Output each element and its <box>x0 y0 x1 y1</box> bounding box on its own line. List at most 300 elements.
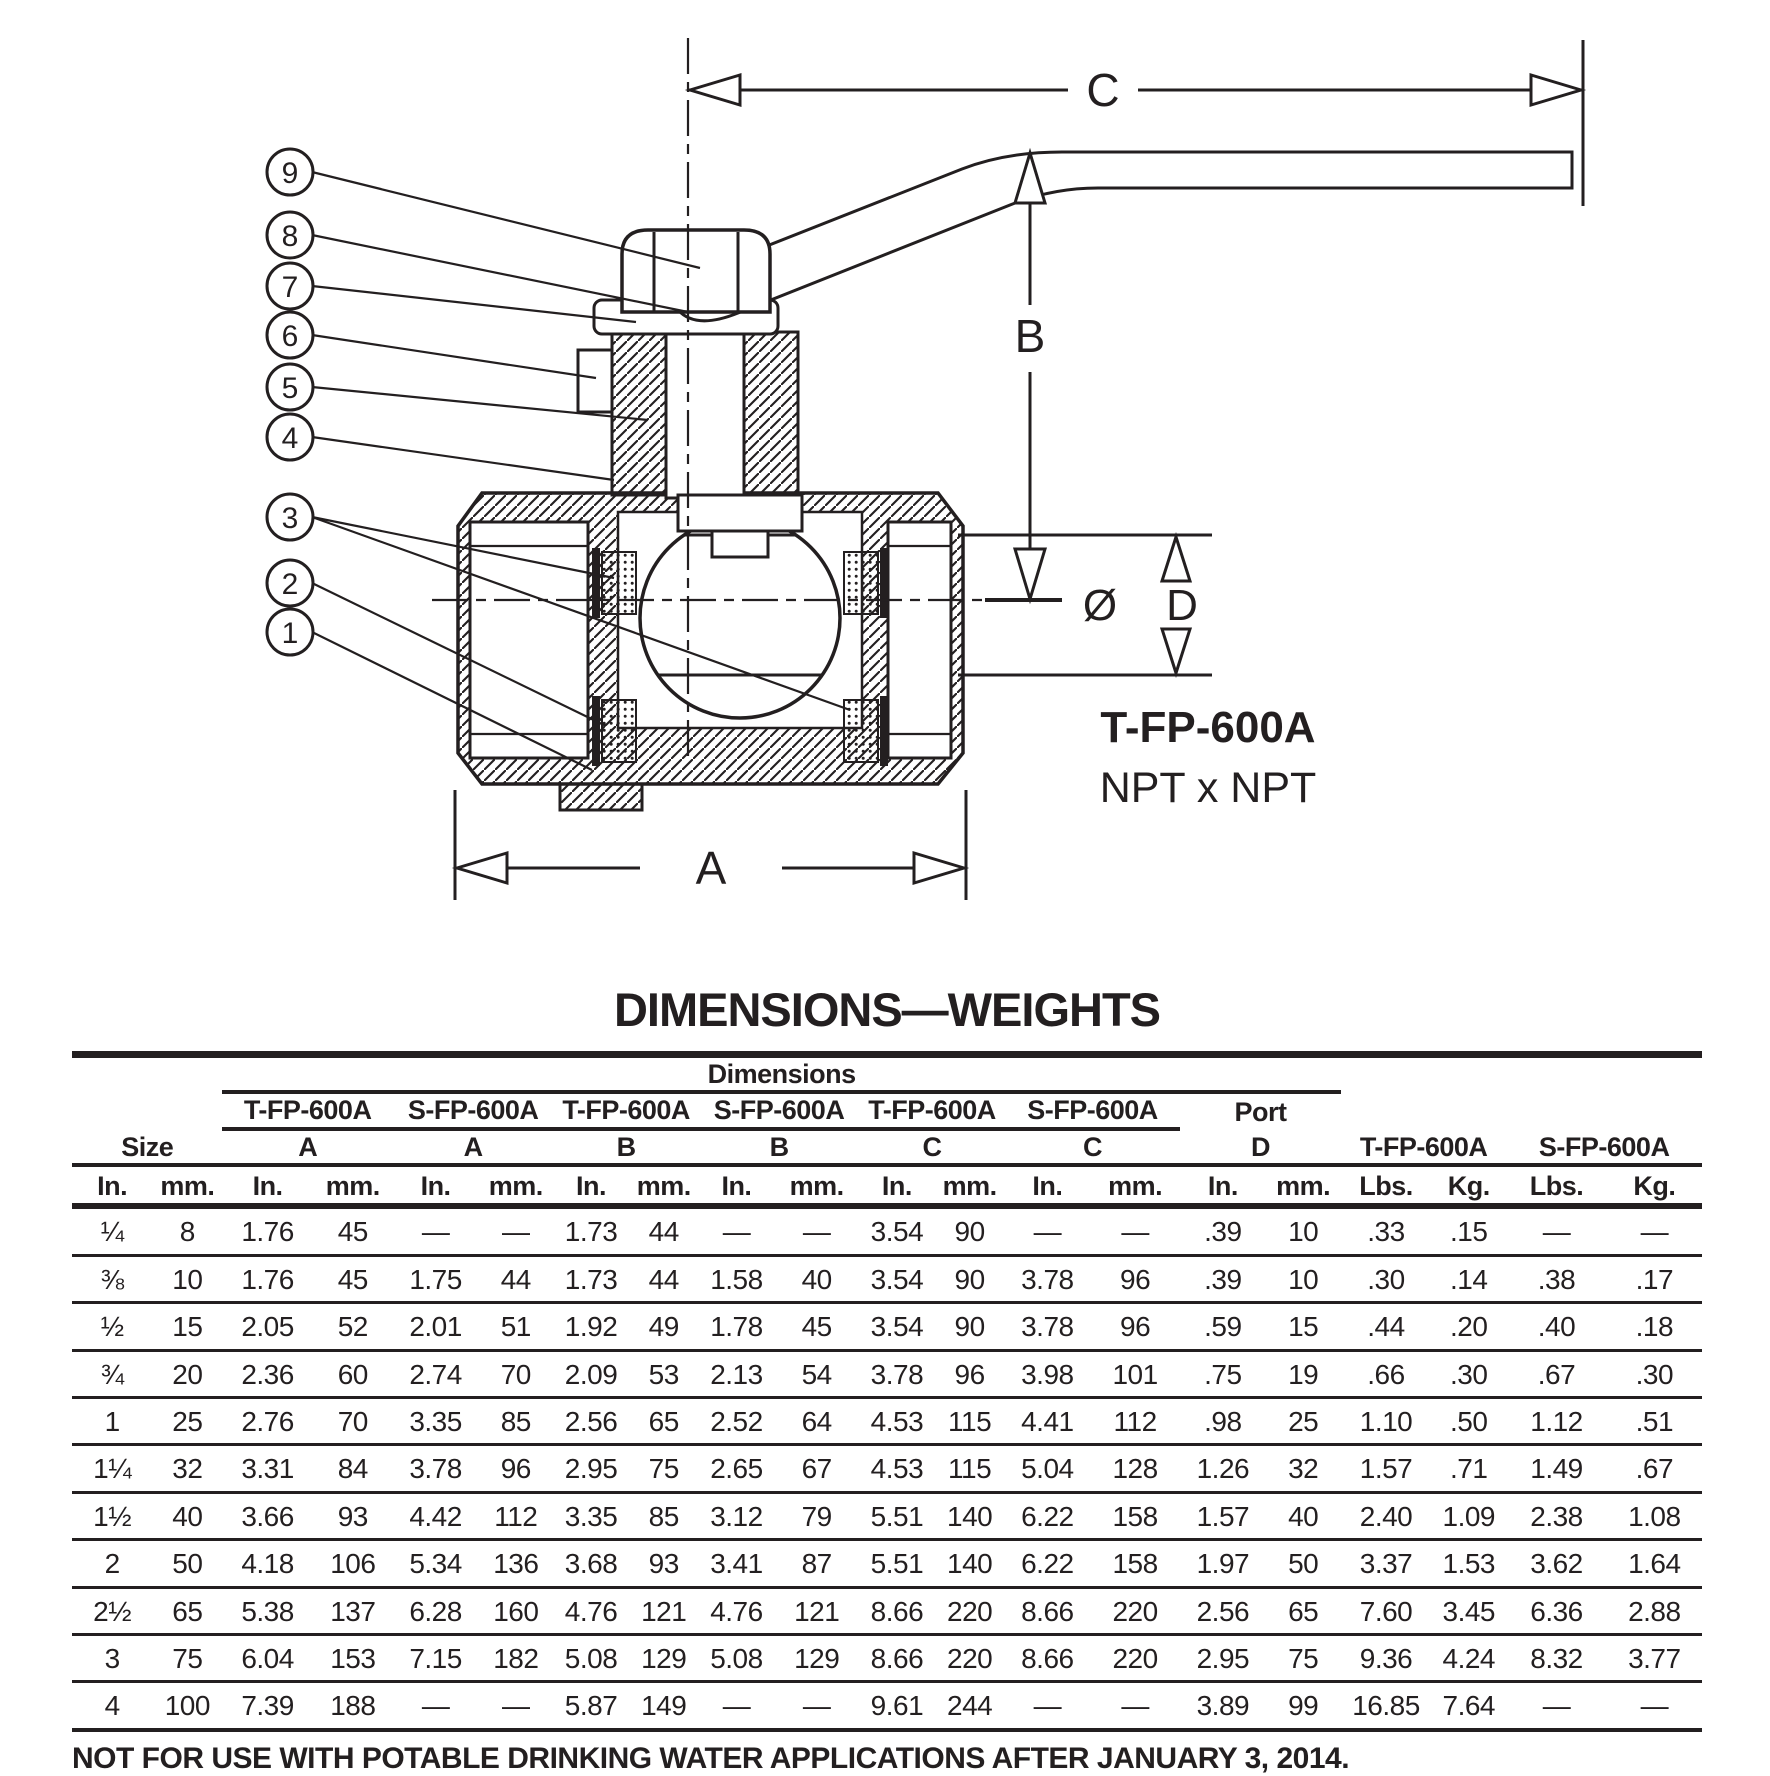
table-cell: 8.66 <box>1005 1587 1090 1634</box>
table-cell: 188 <box>313 1682 393 1730</box>
table-cell: 96 <box>935 1350 1005 1397</box>
table-cell: 121 <box>629 1587 699 1634</box>
unit-in: In. <box>859 1165 934 1206</box>
table-cell: 40 <box>1265 1492 1340 1539</box>
table-cell: 87 <box>774 1540 859 1587</box>
table-cell: 5.08 <box>553 1634 628 1681</box>
dim-letter: C <box>859 1129 1004 1165</box>
unit-mm: mm. <box>478 1165 553 1206</box>
table-cell: .75 <box>1180 1350 1265 1397</box>
table-cell: 1.75 <box>393 1255 478 1302</box>
table-cell: 129 <box>629 1634 699 1681</box>
units-row <box>72 1165 1702 1206</box>
model-row <box>72 1092 1702 1128</box>
dim-letter: C <box>1005 1129 1181 1165</box>
table-cell: 3.78 <box>1005 1255 1090 1302</box>
spacer-cell <box>72 1092 222 1128</box>
callout-4 <box>267 414 313 460</box>
unit-in: In. <box>553 1165 628 1206</box>
table-cell: 2.05 <box>222 1303 312 1350</box>
table-cell: 96 <box>478 1445 553 1492</box>
table-cell: 8.32 <box>1506 1634 1606 1681</box>
callout-8-number: 8 <box>281 220 299 253</box>
callout-2 <box>267 560 313 606</box>
table-cell: 6.04 <box>222 1634 312 1681</box>
unit-mm: mm. <box>774 1165 859 1206</box>
table-cell: 101 <box>1090 1350 1180 1397</box>
table-cell: 2.40 <box>1341 1492 1431 1539</box>
weight-group-model: S-FP-600A <box>1506 1129 1702 1165</box>
table-cell: — <box>1090 1206 1180 1255</box>
table-cell: .20 <box>1431 1303 1506 1350</box>
table-cell: 4.18 <box>222 1540 312 1587</box>
table-cell: 121 <box>774 1587 859 1634</box>
dim-letter: B <box>553 1129 698 1165</box>
table-cell: 3.54 <box>859 1206 934 1255</box>
table-cell: 100 <box>152 1682 222 1730</box>
table-cell: 153 <box>313 1634 393 1681</box>
table-cell: .51 <box>1607 1397 1702 1444</box>
table-cell: 3.78 <box>393 1445 478 1492</box>
table-cell: 2.52 <box>699 1397 774 1444</box>
table-cell: 96 <box>1090 1303 1180 1350</box>
table-cell: 25 <box>152 1397 222 1444</box>
table-cell: 8.66 <box>859 1634 934 1681</box>
table-cell: 3.98 <box>1005 1350 1090 1397</box>
table-cell: 3.54 <box>859 1255 934 1302</box>
table-cell: — <box>393 1206 478 1255</box>
table-cell: 1.78 <box>699 1303 774 1350</box>
table-cell: 1.49 <box>1506 1445 1606 1492</box>
table-cell: 4.53 <box>859 1445 934 1492</box>
unit-mm: mm. <box>1090 1165 1180 1206</box>
table-cell: 2.65 <box>699 1445 774 1492</box>
table-row <box>72 1206 1702 1255</box>
callout-4-number: 4 <box>281 422 299 455</box>
table-cell: 93 <box>313 1492 393 1539</box>
table-cell: — <box>1005 1206 1090 1255</box>
table-cell: 3.89 <box>1180 1682 1265 1730</box>
callout-5 <box>267 364 313 410</box>
table-cell: 10 <box>1265 1255 1340 1302</box>
table-cell: .71 <box>1431 1445 1506 1492</box>
table-cell: 44 <box>629 1206 699 1255</box>
table-cell: 70 <box>478 1350 553 1397</box>
dim-letter: A <box>393 1129 553 1165</box>
table-cell: 2½ <box>72 1587 152 1634</box>
table-cell: 6.28 <box>393 1587 478 1634</box>
table-cell: 4 <box>72 1682 152 1730</box>
dim-group-model: S-FP-600A <box>699 1092 859 1128</box>
table-cell: 2.56 <box>1180 1587 1265 1634</box>
table-cell: 7.64 <box>1431 1682 1506 1730</box>
table-cell: 5.87 <box>553 1682 628 1730</box>
stem-tee <box>678 495 802 531</box>
table-cell: 1.10 <box>1341 1397 1431 1444</box>
table-cell: 5.38 <box>222 1587 312 1634</box>
table-cell: 129 <box>774 1634 859 1681</box>
table-cell: .66 <box>1341 1350 1431 1397</box>
table-cell: 140 <box>935 1540 1005 1587</box>
table-cell: — <box>774 1206 859 1255</box>
table-cell: 3.68 <box>553 1540 628 1587</box>
unit-mm: mm. <box>1265 1165 1340 1206</box>
table-cell: 96 <box>1090 1255 1180 1302</box>
table-cell: 5.51 <box>859 1492 934 1539</box>
table-cell: 90 <box>935 1255 1005 1302</box>
table-cell: 3.12 <box>699 1492 774 1539</box>
dim-group-model: S-FP-600A <box>1005 1092 1181 1128</box>
table-cell: 65 <box>1265 1587 1340 1634</box>
unit-lbs: Lbs. <box>1506 1165 1606 1206</box>
table-cell: — <box>1607 1682 1702 1730</box>
table-cell: 45 <box>774 1303 859 1350</box>
table-cell: 75 <box>152 1634 222 1681</box>
table-cell: 2.13 <box>699 1350 774 1397</box>
letter-row <box>72 1129 1702 1165</box>
table-row <box>72 1303 1702 1350</box>
table-cell: 4.41 <box>1005 1397 1090 1444</box>
unit-kg: Kg. <box>1607 1165 1702 1206</box>
table-cell: 1.73 <box>553 1255 628 1302</box>
callout-8 <box>267 212 313 258</box>
table-cell: 2.95 <box>1180 1634 1265 1681</box>
table-cell: 1.76 <box>222 1206 312 1255</box>
table-cell: 44 <box>478 1255 553 1302</box>
table-cell: .15 <box>1431 1206 1506 1255</box>
table-cell: 115 <box>935 1397 1005 1444</box>
spacer-cell <box>72 1055 222 1093</box>
callout-3-number: 3 <box>281 502 299 535</box>
unit-in: In. <box>393 1165 478 1206</box>
table-cell: 1.53 <box>1431 1540 1506 1587</box>
table-cell: — <box>699 1206 774 1255</box>
table-cell: 6.36 <box>1506 1587 1606 1634</box>
table-cell: 1.09 <box>1431 1492 1506 1539</box>
table-cell: 2.76 <box>222 1397 312 1444</box>
table-cell: 10 <box>152 1255 222 1302</box>
table-cell: 1.92 <box>553 1303 628 1350</box>
table-cell: 1 <box>72 1397 152 1444</box>
table-cell: 5.51 <box>859 1540 934 1587</box>
table-cell: — <box>774 1682 859 1730</box>
handle-lever <box>673 152 1572 321</box>
table-cell: 2.09 <box>553 1350 628 1397</box>
dimensions-group-label: Dimensions <box>222 1055 1340 1093</box>
dim-group-model: S-FP-600A <box>393 1092 553 1128</box>
table-cell: 4.42 <box>393 1492 478 1539</box>
table-cell: 220 <box>935 1634 1005 1681</box>
dimension-b <box>985 153 1062 600</box>
table-body <box>72 1206 1702 1729</box>
table-cell: — <box>699 1682 774 1730</box>
table-cell: 45 <box>313 1206 393 1255</box>
table-row <box>72 1350 1702 1397</box>
unit-in: In. <box>1005 1165 1090 1206</box>
table-cell: 84 <box>313 1445 393 1492</box>
table-cell: 182 <box>478 1634 553 1681</box>
table-cell: 85 <box>629 1492 699 1539</box>
spacer-cell <box>1341 1092 1702 1128</box>
table-row <box>72 1540 1702 1587</box>
table-row <box>72 1587 1702 1634</box>
table-cell: — <box>1090 1682 1180 1730</box>
stem-tee-key <box>712 531 768 557</box>
table-cell: 1.64 <box>1607 1540 1702 1587</box>
callout-5-number: 5 <box>281 372 299 405</box>
table-cell: .67 <box>1506 1350 1606 1397</box>
table-cell: 1¼ <box>72 1445 152 1492</box>
table-cell: ¼ <box>72 1206 152 1255</box>
table-cell: 54 <box>774 1350 859 1397</box>
table-cell: 6.22 <box>1005 1540 1090 1587</box>
table-cell: 9.61 <box>859 1682 934 1730</box>
table-cell: 65 <box>152 1587 222 1634</box>
table-cell: 90 <box>935 1303 1005 1350</box>
table-cell: 5.34 <box>393 1540 478 1587</box>
table-cell: 2.36 <box>222 1350 312 1397</box>
table-cell: 160 <box>478 1587 553 1634</box>
table-cell: .40 <box>1506 1303 1606 1350</box>
table-cell: 20 <box>152 1350 222 1397</box>
table-cell: 3.41 <box>699 1540 774 1587</box>
table-cell: 7.60 <box>1341 1587 1431 1634</box>
table-cell: 64 <box>774 1397 859 1444</box>
table-cell: 40 <box>774 1255 859 1302</box>
unit-mm: mm. <box>313 1165 393 1206</box>
table-cell: .59 <box>1180 1303 1265 1350</box>
unit-in: In. <box>72 1165 152 1206</box>
table-cell: 75 <box>1265 1634 1340 1681</box>
table-cell: 51 <box>478 1303 553 1350</box>
callout-9 <box>267 149 313 195</box>
unit-in: In. <box>222 1165 312 1206</box>
table-cell: 1.57 <box>1180 1492 1265 1539</box>
potable-water-note: NOT FOR USE WITH POTABLE DRINKING WATER APPLICATIONS AFTER JANUARY 3, 2014. <box>72 1741 1350 1775</box>
table-cell: .33 <box>1341 1206 1431 1255</box>
table-cell: 140 <box>935 1492 1005 1539</box>
table-cell: 3.45 <box>1431 1587 1506 1634</box>
table-cell: .39 <box>1180 1206 1265 1255</box>
table-cell: — <box>393 1682 478 1730</box>
dim-group-model: T-FP-600A <box>222 1092 393 1128</box>
table-cell: — <box>1506 1682 1606 1730</box>
callout-markers <box>267 149 313 655</box>
table-row <box>72 1634 1702 1681</box>
table-cell: 149 <box>629 1682 699 1730</box>
dim-letter: A <box>222 1129 393 1165</box>
table-cell: 65 <box>629 1397 699 1444</box>
table-cell: 53 <box>629 1350 699 1397</box>
table-cell: 50 <box>152 1540 222 1587</box>
table-cell: 1.57 <box>1341 1445 1431 1492</box>
table-cell: .98 <box>1180 1397 1265 1444</box>
table-cell: 1½ <box>72 1492 152 1539</box>
table-title: DIMENSIONS—WEIGHTS <box>613 983 1161 1036</box>
table-cell: 75 <box>629 1445 699 1492</box>
table-cell: — <box>478 1682 553 1730</box>
table-cell: .14 <box>1431 1255 1506 1302</box>
table-cell: 3.54 <box>859 1303 934 1350</box>
table-head <box>72 1055 1702 1207</box>
table-cell: ¾ <box>72 1350 152 1397</box>
callout-3 <box>267 494 313 540</box>
table-cell: 85 <box>478 1397 553 1444</box>
dim-letter: B <box>699 1129 859 1165</box>
unit-mm: mm. <box>935 1165 1005 1206</box>
callout-6-number: 6 <box>281 320 299 353</box>
table-cell: .50 <box>1431 1397 1506 1444</box>
table-cell: 32 <box>152 1445 222 1492</box>
table-cell: 4.76 <box>699 1587 774 1634</box>
table-cell: 115 <box>935 1445 1005 1492</box>
table-cell: 5.08 <box>699 1634 774 1681</box>
table-cell: 8 <box>152 1206 222 1255</box>
table-cell: .30 <box>1341 1255 1431 1302</box>
table-cell: 244 <box>935 1682 1005 1730</box>
table-cell: 5.04 <box>1005 1445 1090 1492</box>
table-cell: 60 <box>313 1350 393 1397</box>
table-cell: .39 <box>1180 1255 1265 1302</box>
left-port-cavity <box>470 522 588 758</box>
table-row <box>72 1492 1702 1539</box>
table-cell: 1.73 <box>553 1206 628 1255</box>
right-port-cavity <box>888 522 951 758</box>
table-cell: .38 <box>1506 1255 1606 1302</box>
table-cell: 6.22 <box>1005 1492 1090 1539</box>
connection-type: NPT x NPT <box>1099 764 1317 812</box>
table-cell: 3.35 <box>553 1492 628 1539</box>
table-cell: 8.66 <box>1005 1634 1090 1681</box>
table-cell: 44 <box>629 1255 699 1302</box>
table-cell: 137 <box>313 1587 393 1634</box>
port-label: Port <box>1234 1097 1287 1128</box>
unit-in: In. <box>699 1165 774 1206</box>
unit-kg: Kg. <box>1431 1165 1506 1206</box>
table-row <box>72 1445 1702 1492</box>
packing-gland <box>578 350 612 412</box>
table-cell: 2.74 <box>393 1350 478 1397</box>
weight-group-model: T-FP-600A <box>1341 1129 1506 1165</box>
dim-group-model: T-FP-600A <box>553 1092 698 1128</box>
table-cell: 52 <box>313 1303 393 1350</box>
table-cell: 99 <box>1265 1682 1340 1730</box>
dim-label-diameter: Ø <box>1082 581 1118 630</box>
table-cell: 8.66 <box>859 1587 934 1634</box>
callout-1-number: 1 <box>281 617 299 650</box>
table-row <box>72 1682 1702 1730</box>
table-cell: .67 <box>1607 1445 1702 1492</box>
table-cell: 1.26 <box>1180 1445 1265 1492</box>
table-cell: 2.38 <box>1506 1492 1606 1539</box>
table-cell: 79 <box>774 1492 859 1539</box>
table-cell: 2.88 <box>1607 1587 1702 1634</box>
table-cell: 9.36 <box>1341 1634 1431 1681</box>
dimensions-weights-table <box>72 1051 1702 1732</box>
table-cell: 136 <box>478 1540 553 1587</box>
table-cell: 19 <box>1265 1350 1340 1397</box>
table-cell: 25 <box>1265 1397 1340 1444</box>
table-cell: 49 <box>629 1303 699 1350</box>
table-cell: — <box>1506 1206 1606 1255</box>
table-cell: 32 <box>1265 1445 1340 1492</box>
table-cell: 4.53 <box>859 1397 934 1444</box>
model-number: T-FP-600A <box>1100 703 1316 752</box>
table-cell: — <box>1607 1206 1702 1255</box>
table-cell: .30 <box>1607 1350 1702 1397</box>
table-cell: — <box>478 1206 553 1255</box>
table-cell: 220 <box>935 1587 1005 1634</box>
table-row <box>72 1255 1702 1302</box>
table-cell: 220 <box>1090 1634 1180 1681</box>
table-cell: 3.62 <box>1506 1540 1606 1587</box>
dim-label-c: C <box>1086 64 1120 116</box>
table-cell: ⅜ <box>72 1255 152 1302</box>
table-cell: 220 <box>1090 1587 1180 1634</box>
table-cell: 90 <box>935 1206 1005 1255</box>
table-cell: 128 <box>1090 1445 1180 1492</box>
table-cell: .30 <box>1431 1350 1506 1397</box>
table-cell: ½ <box>72 1303 152 1350</box>
stem-nut <box>622 230 770 312</box>
table-cell: 45 <box>313 1255 393 1302</box>
callout-6 <box>267 312 313 358</box>
callout-2-number: 2 <box>281 568 299 601</box>
table-cell: 2.95 <box>553 1445 628 1492</box>
table-cell: 7.15 <box>393 1634 478 1681</box>
table-cell: 3.78 <box>1005 1303 1090 1350</box>
table-cell: 40 <box>152 1492 222 1539</box>
unit-lbs: Lbs. <box>1341 1165 1431 1206</box>
size-label: Size <box>72 1129 222 1165</box>
table-cell: 4.24 <box>1431 1634 1506 1681</box>
unit-mm: mm. <box>152 1165 222 1206</box>
table-cell: 93 <box>629 1540 699 1587</box>
table-cell: 2 <box>72 1540 152 1587</box>
table-row <box>72 1397 1702 1444</box>
table-cell: 10 <box>1265 1206 1340 1255</box>
table-cell: 1.08 <box>1607 1492 1702 1539</box>
dimensions-group-row <box>72 1055 1702 1093</box>
table-cell: 112 <box>478 1492 553 1539</box>
table-cell: 1.97 <box>1180 1540 1265 1587</box>
table-cell: 3.35 <box>393 1397 478 1444</box>
table-cell: 1.12 <box>1506 1397 1606 1444</box>
table-cell: .18 <box>1607 1303 1702 1350</box>
table-cell: 67 <box>774 1445 859 1492</box>
dim-label-d: D <box>1166 581 1198 630</box>
spacer-cell <box>1341 1055 1702 1093</box>
callout-7 <box>267 263 313 309</box>
dim-label-b: B <box>1014 310 1046 362</box>
table-cell: 7.39 <box>222 1682 312 1730</box>
table-cell: 3 <box>72 1634 152 1681</box>
table-cell: 1.76 <box>222 1255 312 1302</box>
dim-label-a: A <box>695 842 727 894</box>
table-cell: 2.01 <box>393 1303 478 1350</box>
table-cell: 158 <box>1090 1540 1180 1587</box>
dim-group-model: T-FP-600A <box>859 1092 1004 1128</box>
table-cell: 16.85 <box>1341 1682 1431 1730</box>
table-cell: 106 <box>313 1540 393 1587</box>
table-cell: 3.78 <box>859 1350 934 1397</box>
callout-7-number: 7 <box>281 271 299 304</box>
table-cell: 3.37 <box>1341 1540 1431 1587</box>
table-cell: 158 <box>1090 1492 1180 1539</box>
unit-mm: mm. <box>629 1165 699 1206</box>
table-cell: .17 <box>1607 1255 1702 1302</box>
table-cell: 112 <box>1090 1397 1180 1444</box>
